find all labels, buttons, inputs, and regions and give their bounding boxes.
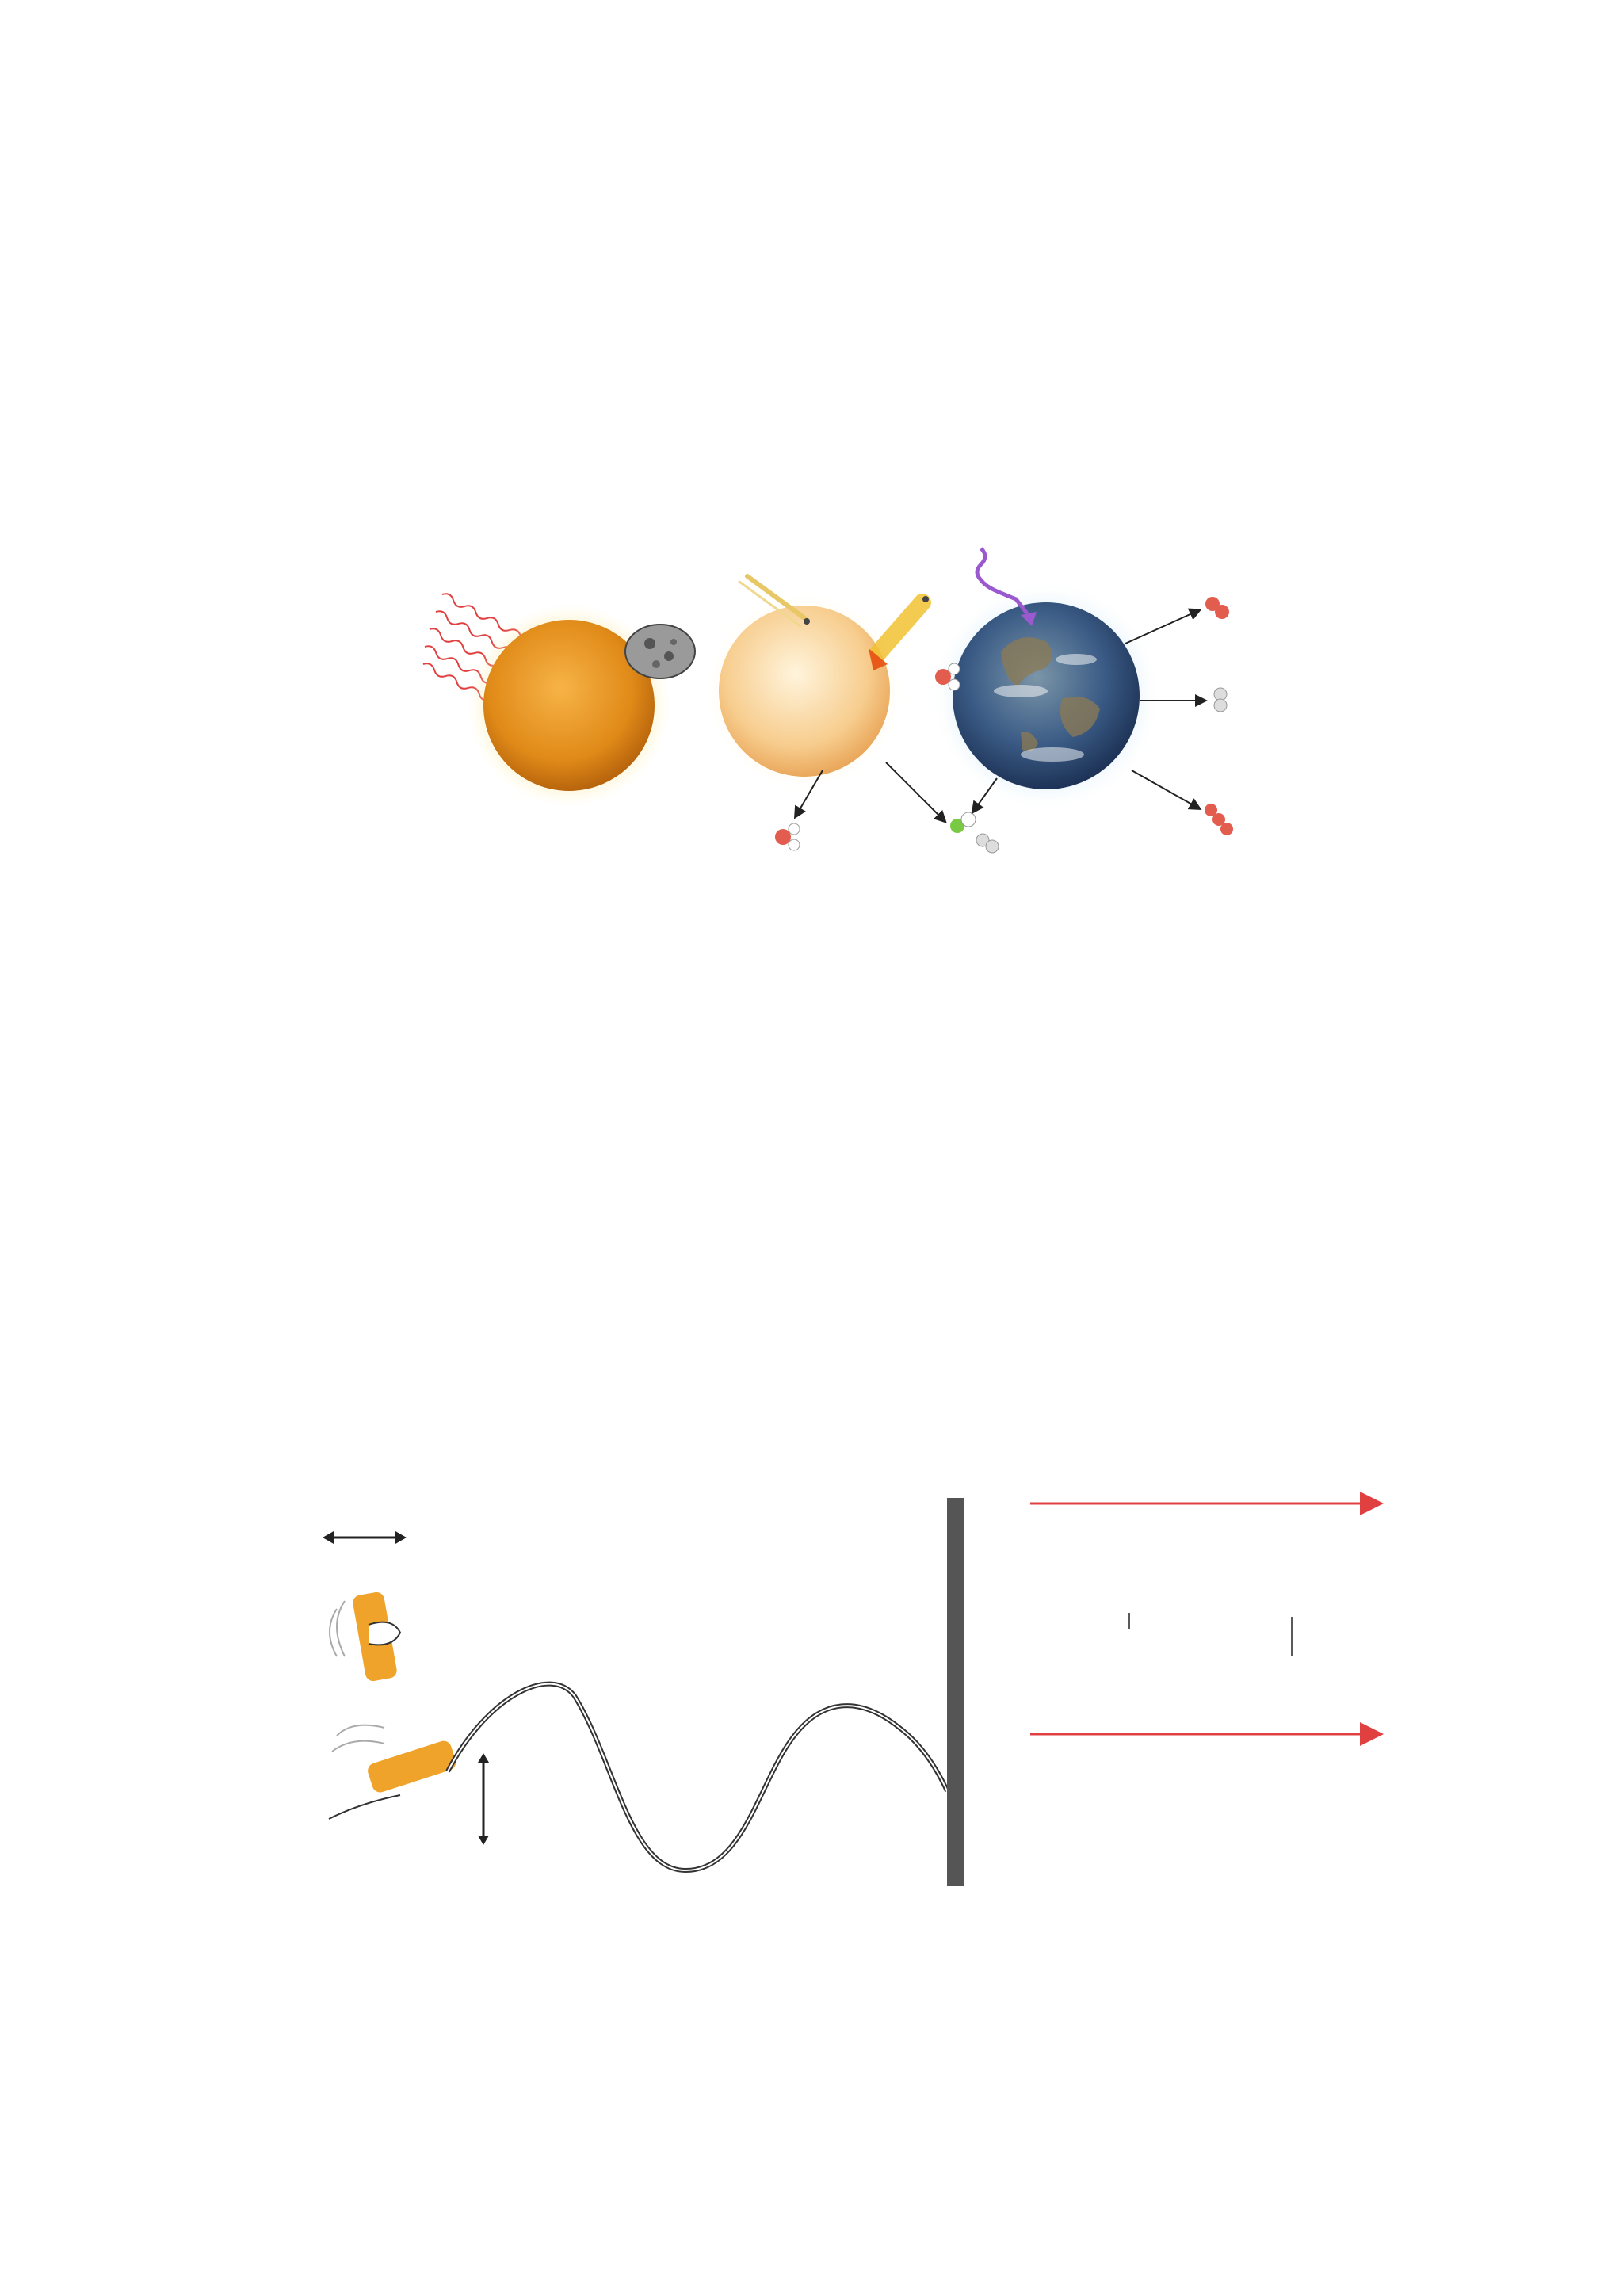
meteor-icon (625, 625, 695, 678)
p-arrowhead-right (395, 1531, 407, 1544)
cooling-earth (719, 606, 890, 777)
figure3-caption (0, 2051, 1623, 2083)
s-wave-rope-inner (448, 1684, 947, 1870)
h2-molecule-right (1214, 688, 1227, 712)
arrow-h2-young (886, 762, 945, 821)
o2-molecule (1205, 597, 1229, 619)
wall (947, 1498, 964, 1886)
figure-seismic-waves (313, 1458, 1399, 1926)
figure2-caption (0, 991, 1623, 1022)
p-arrowhead-left (323, 1531, 334, 1544)
arrow-o3 (1132, 770, 1199, 808)
o3-molecule (1205, 804, 1233, 835)
s-arrowhead-top (478, 1753, 489, 1763)
co2-molecule (950, 812, 976, 833)
hand-p-wave (330, 1591, 400, 1682)
s-arrowhead-bottom (478, 1836, 489, 1845)
figure-earth-formation (418, 533, 1314, 929)
hand-s-wave (329, 1725, 458, 1819)
h2-molecule-young (976, 834, 999, 853)
h2o-molecule-young (775, 823, 800, 850)
